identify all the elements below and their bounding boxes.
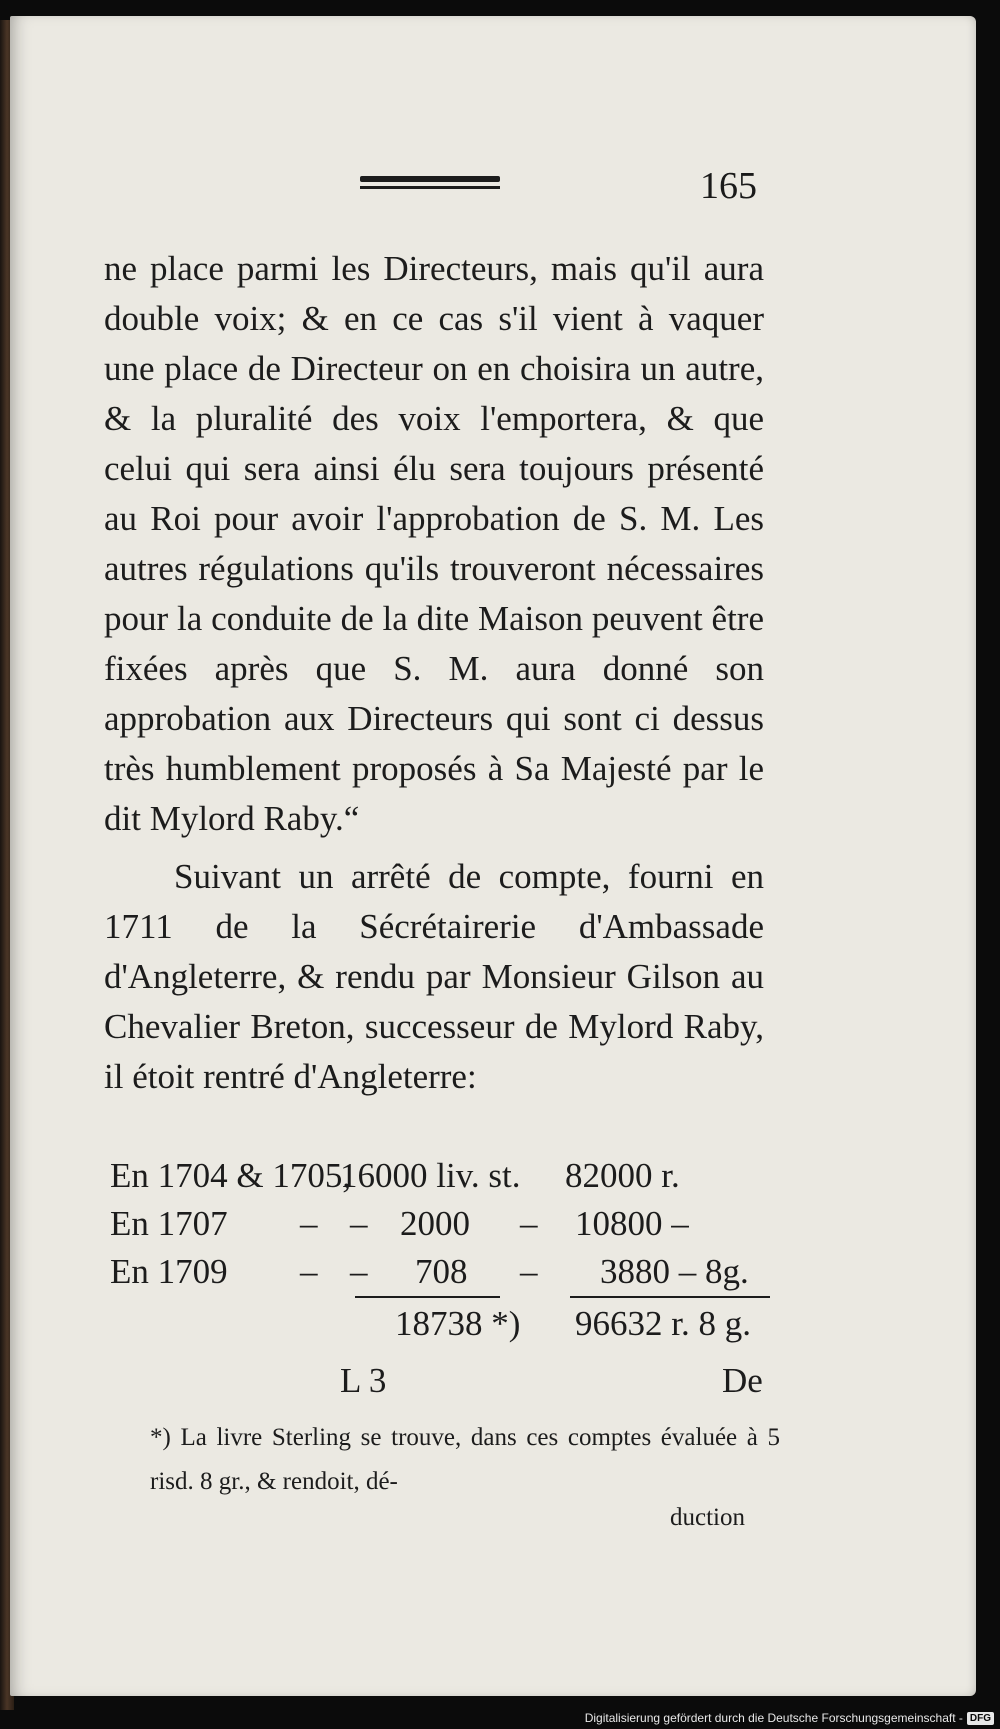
total-r: 96632 r. 8 g. [575,1304,751,1343]
header-ornament-rule [360,176,500,182]
page-number: 165 [700,165,757,207]
ledger-totals [110,1304,770,1352]
dfg-logo: DFG [967,1712,994,1725]
account-ledger [110,1156,770,1343]
ledger-liv: 16000 liv. st. [340,1156,521,1195]
ledger-dash: – [350,1204,368,1243]
digitization-credit [585,1711,994,1725]
ledger-liv: 2000 [400,1204,470,1243]
ledger-dash: – [300,1252,318,1291]
ledger-dash: – [300,1204,318,1243]
ledger-year: En 1704 & 1705, [110,1156,352,1195]
ledger-liv: 708 [415,1252,468,1291]
ledger-dash: – [520,1204,538,1243]
footnote: *) La livre Sterling se trouve, dans ces comptes évaluée à 5 risd. 8 gr., & rendoit, dé- [150,1424,780,1495]
book-page [10,16,976,1696]
sum-rule-r [570,1296,770,1298]
ledger-dash: – [520,1252,538,1291]
paragraph-2: Suivant un arrêté de compte, fourni en 1711 de la Sécrétairerie d'Ambassade d'Angleterre, & rendu par Monsieur Gilson au Chevalier Breton, successeur de Mylord Raby, il étoit rentré d'Angleterre: [104,857,764,1096]
catchword: De [722,1361,763,1400]
ledger-year: En 1707 [110,1204,228,1243]
total-liv: 18738 *) [395,1304,521,1343]
footnote-catchword: duction [670,1504,745,1531]
ledger-year: En 1709 [110,1252,228,1291]
main-text [104,244,764,1102]
ledger-row [110,1156,770,1204]
ledger-r: 82000 r. [565,1156,680,1195]
sum-rule-liv [355,1296,500,1298]
ledger-dash: – [350,1252,368,1291]
ledger-r: 10800 – [575,1204,689,1243]
ledger-row [110,1204,770,1252]
ledger-r: 3880 – 8g. [600,1252,749,1291]
signature-mark: L 3 [340,1361,387,1400]
ledger-row [110,1252,770,1300]
credit-text: Digitalisierung gefördert durch die Deutsche Forschungsgemeinschaft - [584,1711,963,1725]
paragraph-1: ne place parmi les Directeurs, mais qu'il aura double voix; & en ce cas s'il vient à vaquer une place de Directeur on en choisira un autre, & la pluralité des voix l'emportera, & que celui qui sera ainsi élu sera toujours présenté au Roi pour avoir l'approbation de S. M. Les autres régulations qu'ils trouveront nécessaires pour la conduite de la dite Maison peuvent être fixées après que S. M. aura donné son approbation aux Directeurs qui sont ci dessus très humblement proposés à Sa Majesté par le dit Mylord Raby.“ [104,249,764,838]
